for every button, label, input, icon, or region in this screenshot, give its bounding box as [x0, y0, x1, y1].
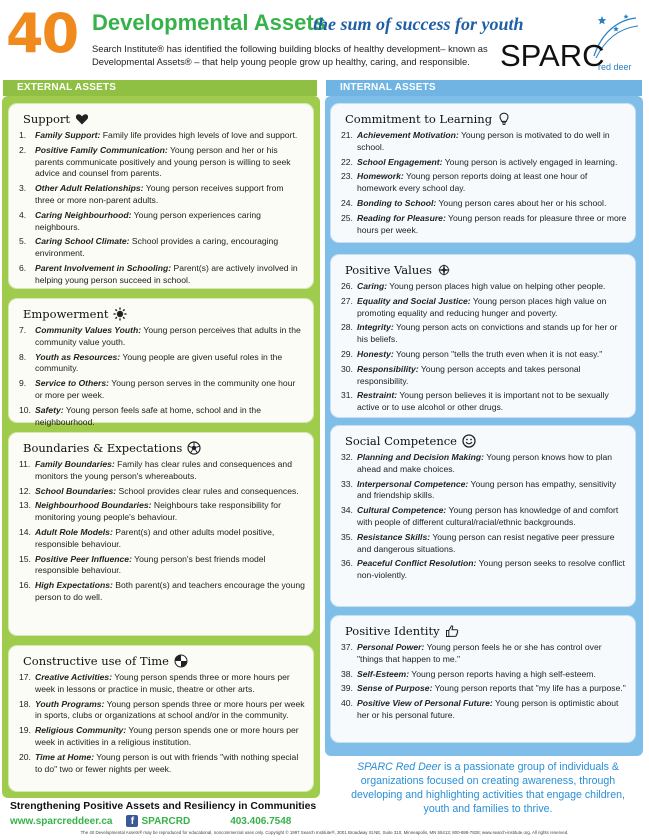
- asset-name: Planning and Decision Making:: [357, 452, 485, 462]
- asset-description: [35, 752, 305, 776]
- asset-number: 37.: [341, 642, 353, 652]
- asset-name: School Engagement:: [357, 156, 443, 167]
- asset-name: Honesty:: [357, 348, 394, 359]
- asset-name: Personal Power:: [357, 642, 425, 652]
- section-positive-values: [330, 254, 636, 418]
- asset-name: Creative Activities:: [35, 672, 113, 682]
- asset-number: 33.: [341, 478, 353, 489]
- asset-number: 32.: [341, 452, 353, 462]
- asset-description: [357, 296, 627, 320]
- asset-text: Young person receives support from three or more non-parent adults.: [35, 183, 284, 205]
- asset-item: [17, 183, 305, 207]
- section-boundaries-and-expectations: [8, 432, 314, 636]
- asset-text: Young person feels he or she has control over "things that happen to me.": [357, 642, 602, 664]
- asset-text: Young person is motivated to do well in school.: [357, 130, 610, 152]
- asset-description: [35, 500, 305, 524]
- heart-icon: [75, 112, 89, 126]
- asset-item: [17, 325, 305, 349]
- asset-description: [35, 352, 305, 376]
- asset-description: [35, 699, 305, 723]
- asset-item: [339, 322, 627, 346]
- asset-number: 20.: [19, 751, 31, 762]
- asset-item: [339, 698, 627, 722]
- asset-name: Youth as Resources:: [35, 351, 121, 362]
- compass-icon: [437, 263, 451, 277]
- asset-text: Young person has empathy, sensitivity and friendship skills.: [357, 478, 617, 501]
- asset-item: [339, 452, 627, 476]
- asset-description: [357, 364, 627, 388]
- asset-text: Young person places high value on promoting equality and reducing hunger and poverty.: [357, 295, 607, 318]
- asset-description: [357, 157, 627, 169]
- asset-number: 28.: [341, 322, 353, 333]
- asset-description: [357, 669, 627, 681]
- asset-description: [357, 452, 627, 476]
- asset-text: School provides a caring, encouraging environment.: [35, 236, 279, 259]
- section-support: [8, 103, 314, 289]
- asset-number: 21.: [341, 130, 353, 140]
- asset-text: Young person reports that "my life has a purpose.": [432, 683, 626, 694]
- section-title: [23, 110, 305, 128]
- asset-description: [357, 349, 627, 361]
- asset-text: Family life provides high levels of love and support.: [100, 130, 298, 140]
- asset-number: 22.: [341, 156, 353, 167]
- asset-text: Young person can resist negative peer pressure and dangerous situations.: [357, 531, 615, 554]
- asset-description: [357, 479, 627, 503]
- asset-item: [17, 580, 305, 604]
- asset-item: [339, 157, 627, 169]
- asset-name: Positive Peer Influence:: [35, 553, 132, 564]
- asset-text: Young person spends one or more hours per week in activities in a religious institution.: [35, 725, 299, 747]
- big-number: 40: [6, 2, 78, 65]
- logo-subtext: red deer: [598, 62, 632, 72]
- asset-name: Peaceful Conflict Resolution:: [357, 558, 477, 569]
- asset-text: Young person's best friends model responsible behaviour.: [35, 553, 266, 576]
- asset-name: Adult Role Models:: [35, 526, 113, 537]
- section-title-text: Boundaries & Expectations: [23, 441, 183, 455]
- section-title-text: Support: [23, 112, 71, 126]
- asset-item: [17, 752, 305, 776]
- asset-number: 5.: [19, 236, 27, 247]
- asset-number: 1.: [19, 130, 27, 140]
- soccer-ball-icon: [187, 441, 201, 455]
- asset-text: Young person has knowledge of and comfort with people of different cultural/racial/ethnic backgrounds.: [357, 505, 619, 527]
- sparc-logo: [498, 12, 640, 74]
- asset-item: [17, 263, 305, 287]
- asset-item: [339, 296, 627, 320]
- asset-item: [17, 378, 305, 402]
- asset-name: Youth Programs:: [35, 698, 105, 709]
- asset-description: [35, 325, 305, 349]
- asset-description: [357, 213, 627, 237]
- asset-number: 40.: [341, 698, 353, 709]
- asset-number: 7.: [19, 325, 27, 335]
- asset-text: Neighbours take responsibility for monitoring young people's behaviour.: [35, 500, 281, 523]
- asset-description: [35, 459, 305, 483]
- asset-description: [357, 505, 627, 529]
- section-title: [345, 432, 627, 450]
- asset-item: [339, 505, 627, 529]
- asset-name: Bonding to School:: [357, 197, 437, 208]
- asset-name: Neighbourhood Boundaries:: [35, 500, 152, 511]
- asset-text: Young person reports having a high self-esteem.: [409, 668, 596, 679]
- external-assets-header: EXTERNAL ASSETS: [3, 80, 317, 96]
- asset-description: [357, 390, 627, 414]
- asset-description: [35, 236, 305, 260]
- asset-name: Positive View of Personal Future:: [357, 698, 493, 709]
- asset-description: [35, 210, 305, 234]
- asset-description: [357, 642, 627, 666]
- asset-name: Self-Esteem:: [357, 668, 410, 679]
- asset-description: [35, 725, 305, 749]
- asset-description: [35, 580, 305, 604]
- asset-number: 25.: [341, 212, 353, 223]
- asset-text: Young person "tells the truth even when it is not easy.": [393, 348, 603, 359]
- sparc-blurb-text: is a passionate group of individuals & organizations focused on creating awareness, through developing and highlighting activities that engage children, youth and families to thrive.: [351, 761, 625, 815]
- page-title: Developmental Assets: [92, 10, 326, 35]
- asset-number: 36.: [341, 558, 353, 569]
- asset-item: [339, 558, 627, 582]
- asset-number: 30.: [341, 363, 353, 374]
- asset-name: Positive Family Communication:: [35, 144, 168, 155]
- asset-name: Resistance Skills:: [357, 531, 431, 542]
- asset-item: [17, 236, 305, 260]
- asset-name: Time at Home:: [35, 751, 95, 762]
- section-title: [345, 622, 627, 640]
- asset-text: Young person acts on convictions and stands up for her or his beliefs.: [357, 322, 618, 345]
- asset-description: [35, 554, 305, 578]
- section-constructive-use-of-time: [8, 645, 314, 792]
- asset-number: 13.: [19, 500, 31, 511]
- thumbs-up-icon: [445, 624, 459, 638]
- smiley-icon: [462, 434, 476, 448]
- section-title-text: Empowerment: [23, 307, 109, 321]
- section-commitment-to-learning: [330, 103, 636, 243]
- asset-item: [17, 405, 305, 429]
- asset-item: [339, 281, 627, 293]
- copyright-notice: The 40 Developmental Assets® may be reproduced for educational, noncommercial uses only. Copyright © 1997 Search Institute®, 3001 Broadway St.NE, Suite 310, Minneapolis, MN 55413; 800-888-7828; www.search-institute.org. All rights reserved.: [80, 830, 569, 835]
- asset-text: Young person is actively engaged in learning.: [442, 156, 618, 167]
- asset-name: Family Support:: [35, 130, 101, 140]
- asset-text: School provides clear rules and consequences.: [116, 485, 299, 496]
- phone-number: 403.406.7548: [230, 815, 292, 827]
- asset-number: 39.: [341, 683, 353, 694]
- asset-number: 18.: [19, 698, 31, 709]
- asset-name: Caring:: [357, 281, 388, 291]
- asset-description: [35, 527, 305, 551]
- asset-name: Achievement Motivation:: [357, 130, 459, 140]
- asset-description: [357, 322, 627, 346]
- asset-text: Parent(s) are actively involved in helping young person succeed in school.: [35, 262, 298, 285]
- asset-text: Young person reads for pleasure three or more hours per week.: [357, 212, 627, 235]
- asset-number: 16.: [19, 580, 31, 591]
- sun-icon: [113, 307, 127, 321]
- asset-item: [17, 725, 305, 749]
- asset-item: [339, 532, 627, 556]
- asset-number: 38.: [341, 668, 353, 679]
- section-social-competence: [330, 425, 636, 607]
- asset-item: [339, 213, 627, 237]
- asset-number: 35.: [341, 531, 353, 542]
- asset-name: Safety:: [35, 404, 64, 415]
- asset-text: Young person knows how to plan ahead and make choices.: [357, 452, 613, 474]
- asset-number: 29.: [341, 348, 353, 359]
- asset-text: Young person cares about her or his school.: [436, 197, 607, 208]
- asset-name: Cultural Competence:: [357, 505, 447, 516]
- asset-description: [357, 558, 627, 582]
- asset-name: Other Adult Relationships:: [35, 183, 144, 194]
- asset-name: Service to Others:: [35, 378, 110, 389]
- asset-item: [339, 479, 627, 503]
- asset-item: [339, 364, 627, 388]
- asset-text: Young people are given useful roles in the community.: [35, 351, 283, 374]
- asset-name: Homework:: [357, 171, 404, 182]
- asset-name: Integrity:: [357, 322, 394, 333]
- asset-item: [339, 390, 627, 414]
- asset-name: Community Values Youth:: [35, 325, 142, 335]
- asset-number: 8.: [19, 351, 27, 362]
- asset-item: [17, 554, 305, 578]
- asset-description: [35, 145, 305, 180]
- asset-description: [35, 130, 305, 142]
- asset-item: [17, 699, 305, 723]
- section-title-text: Social Competence: [345, 434, 457, 448]
- asset-item: [17, 672, 305, 696]
- asset-number: 26.: [341, 281, 353, 291]
- asset-number: 27.: [341, 295, 353, 306]
- contact-line: [10, 815, 291, 827]
- asset-text: Young person is optimistic about her or his personal future.: [357, 698, 619, 720]
- asset-text: Young person seeks to resolve conflict non-violently.: [357, 558, 625, 581]
- asset-description: [357, 698, 627, 722]
- asset-description: [35, 486, 305, 498]
- asset-description: [35, 405, 305, 429]
- asset-item: [17, 210, 305, 234]
- asset-number: 12.: [19, 485, 31, 496]
- asset-item: [17, 500, 305, 524]
- asset-text: Young person feels safe at home, school and in the neighbourhood.: [35, 404, 261, 427]
- asset-item: [339, 349, 627, 361]
- asset-name: High Expectations:: [35, 580, 113, 591]
- asset-number: 4.: [19, 209, 27, 220]
- asset-item: [17, 527, 305, 551]
- asset-description: [357, 683, 627, 695]
- website-link[interactable]: www.sparcreddeer.ca: [10, 815, 113, 827]
- asset-number: 34.: [341, 505, 353, 516]
- section-title-text: Commitment to Learning: [345, 112, 493, 126]
- asset-number: 9.: [19, 378, 27, 389]
- asset-number: 2.: [19, 144, 27, 155]
- asset-text: Young person spends three or more hours per week in sports, clubs or organizations at school and/or in the community.: [35, 698, 305, 721]
- asset-item: [17, 486, 305, 498]
- section-title: [345, 261, 627, 279]
- asset-text: Both parent(s) and teachers encourage the young person to do well.: [35, 580, 305, 602]
- asset-name: Equality and Social Justice:: [357, 295, 471, 306]
- asset-text: Young person places high value on helping other people.: [387, 281, 606, 291]
- asset-item: [17, 145, 305, 180]
- section-title: [23, 305, 305, 323]
- asset-name: Caring Neighbourhood:: [35, 209, 132, 220]
- asset-name: School Boundaries:: [35, 485, 117, 496]
- asset-name: Responsibility:: [357, 363, 419, 374]
- asset-text: Young person is out with friends "with nothing special to do" two or fewer nights per week.: [35, 751, 299, 774]
- asset-number: 14.: [19, 526, 31, 537]
- section-positive-identity: [330, 615, 636, 743]
- lightbulb-icon: [497, 112, 511, 126]
- asset-description: [357, 171, 627, 195]
- asset-number: 6.: [19, 262, 27, 273]
- asset-description: [357, 281, 627, 293]
- clock-icon: [174, 654, 188, 668]
- asset-text: Young person perceives that adults in the community value youth.: [35, 325, 301, 347]
- asset-name: Interpersonal Competence:: [357, 478, 469, 489]
- asset-item: [339, 198, 627, 210]
- section-empowerment: [8, 298, 314, 427]
- strengthening-tagline: Strengthening Positive Assets and Resiliency in Communities: [10, 801, 317, 812]
- asset-number: 19.: [19, 725, 31, 736]
- section-title-text: Positive Identity: [345, 624, 440, 638]
- asset-item: [339, 130, 627, 154]
- asset-item: [17, 130, 305, 142]
- asset-name: Caring School Climate:: [35, 236, 130, 247]
- asset-description: [35, 183, 305, 207]
- asset-number: 11.: [19, 459, 31, 469]
- asset-number: 10.: [19, 404, 31, 415]
- asset-description: [35, 263, 305, 287]
- facebook-icon: f: [126, 815, 138, 827]
- sparc-blurb: [338, 760, 638, 816]
- asset-name: Parent Involvement in Schooling:: [35, 262, 172, 273]
- asset-number: 3.: [19, 183, 27, 194]
- asset-description: [357, 198, 627, 210]
- asset-item: [339, 683, 627, 695]
- asset-name: Religious Community:: [35, 725, 127, 736]
- asset-name: Family Boundaries:: [35, 459, 115, 469]
- asset-text: Young person serves in the community one hour or more per week.: [35, 378, 296, 400]
- asset-item: [339, 171, 627, 195]
- facebook-handle[interactable]: SPARCRD: [141, 815, 191, 827]
- asset-item: [339, 669, 627, 681]
- section-title: [23, 652, 305, 670]
- asset-text: Family has clear rules and consequences and monitors the young person's whereabouts.: [35, 459, 292, 481]
- asset-number: 31.: [341, 390, 353, 401]
- asset-description: [35, 378, 305, 402]
- asset-name: Sense of Purpose:: [357, 683, 433, 694]
- intro-text: Search Institute® has identified the following building blocks of healthy development– known as Developmental Assets® – that help young people grow up healthy, caring, and responsible.: [92, 43, 488, 67]
- sparc-blurb-org: SPARC Red Deer: [357, 761, 442, 773]
- section-title: [345, 110, 627, 128]
- asset-description: [357, 130, 627, 154]
- asset-text: Young person accepts and takes personal responsibility.: [357, 363, 581, 386]
- asset-number: 23.: [341, 171, 353, 182]
- asset-description: [357, 532, 627, 556]
- asset-description: [35, 672, 305, 696]
- asset-text: Young person spends three or more hours per week in lessons or practice in music, theatre or other arts.: [35, 672, 290, 694]
- asset-item: [339, 642, 627, 666]
- asset-number: 17.: [19, 672, 31, 682]
- section-title-text: Positive Values: [345, 263, 432, 277]
- asset-item: [17, 352, 305, 376]
- page-subtitle: the sum of success for youth: [313, 14, 524, 34]
- asset-item: [17, 459, 305, 483]
- asset-text: Young person and her or his parents communicate positively and young person is willing to seek advice and counsel from parents.: [35, 144, 291, 179]
- section-title: [23, 439, 305, 457]
- asset-text: Young person experiences caring neighbours.: [35, 209, 261, 232]
- asset-text: Young person reports doing at least one hour of homework every school day.: [357, 171, 588, 194]
- asset-text: Young person believes it is important not to be sexually active or to use alcohol or other drugs.: [357, 390, 609, 413]
- section-title-text: Constructive use of Time: [23, 654, 169, 668]
- asset-name: Reading for Pleasure:: [357, 212, 446, 223]
- asset-number: 15.: [19, 553, 31, 564]
- internal-assets-header: INTERNAL ASSETS: [326, 80, 642, 96]
- asset-name: Restraint:: [357, 390, 398, 401]
- asset-number: 24.: [341, 197, 353, 208]
- asset-text: Parent(s) and other adults model positive, responsible behaviour.: [35, 526, 275, 549]
- logo-text: SPARC: [500, 38, 605, 73]
